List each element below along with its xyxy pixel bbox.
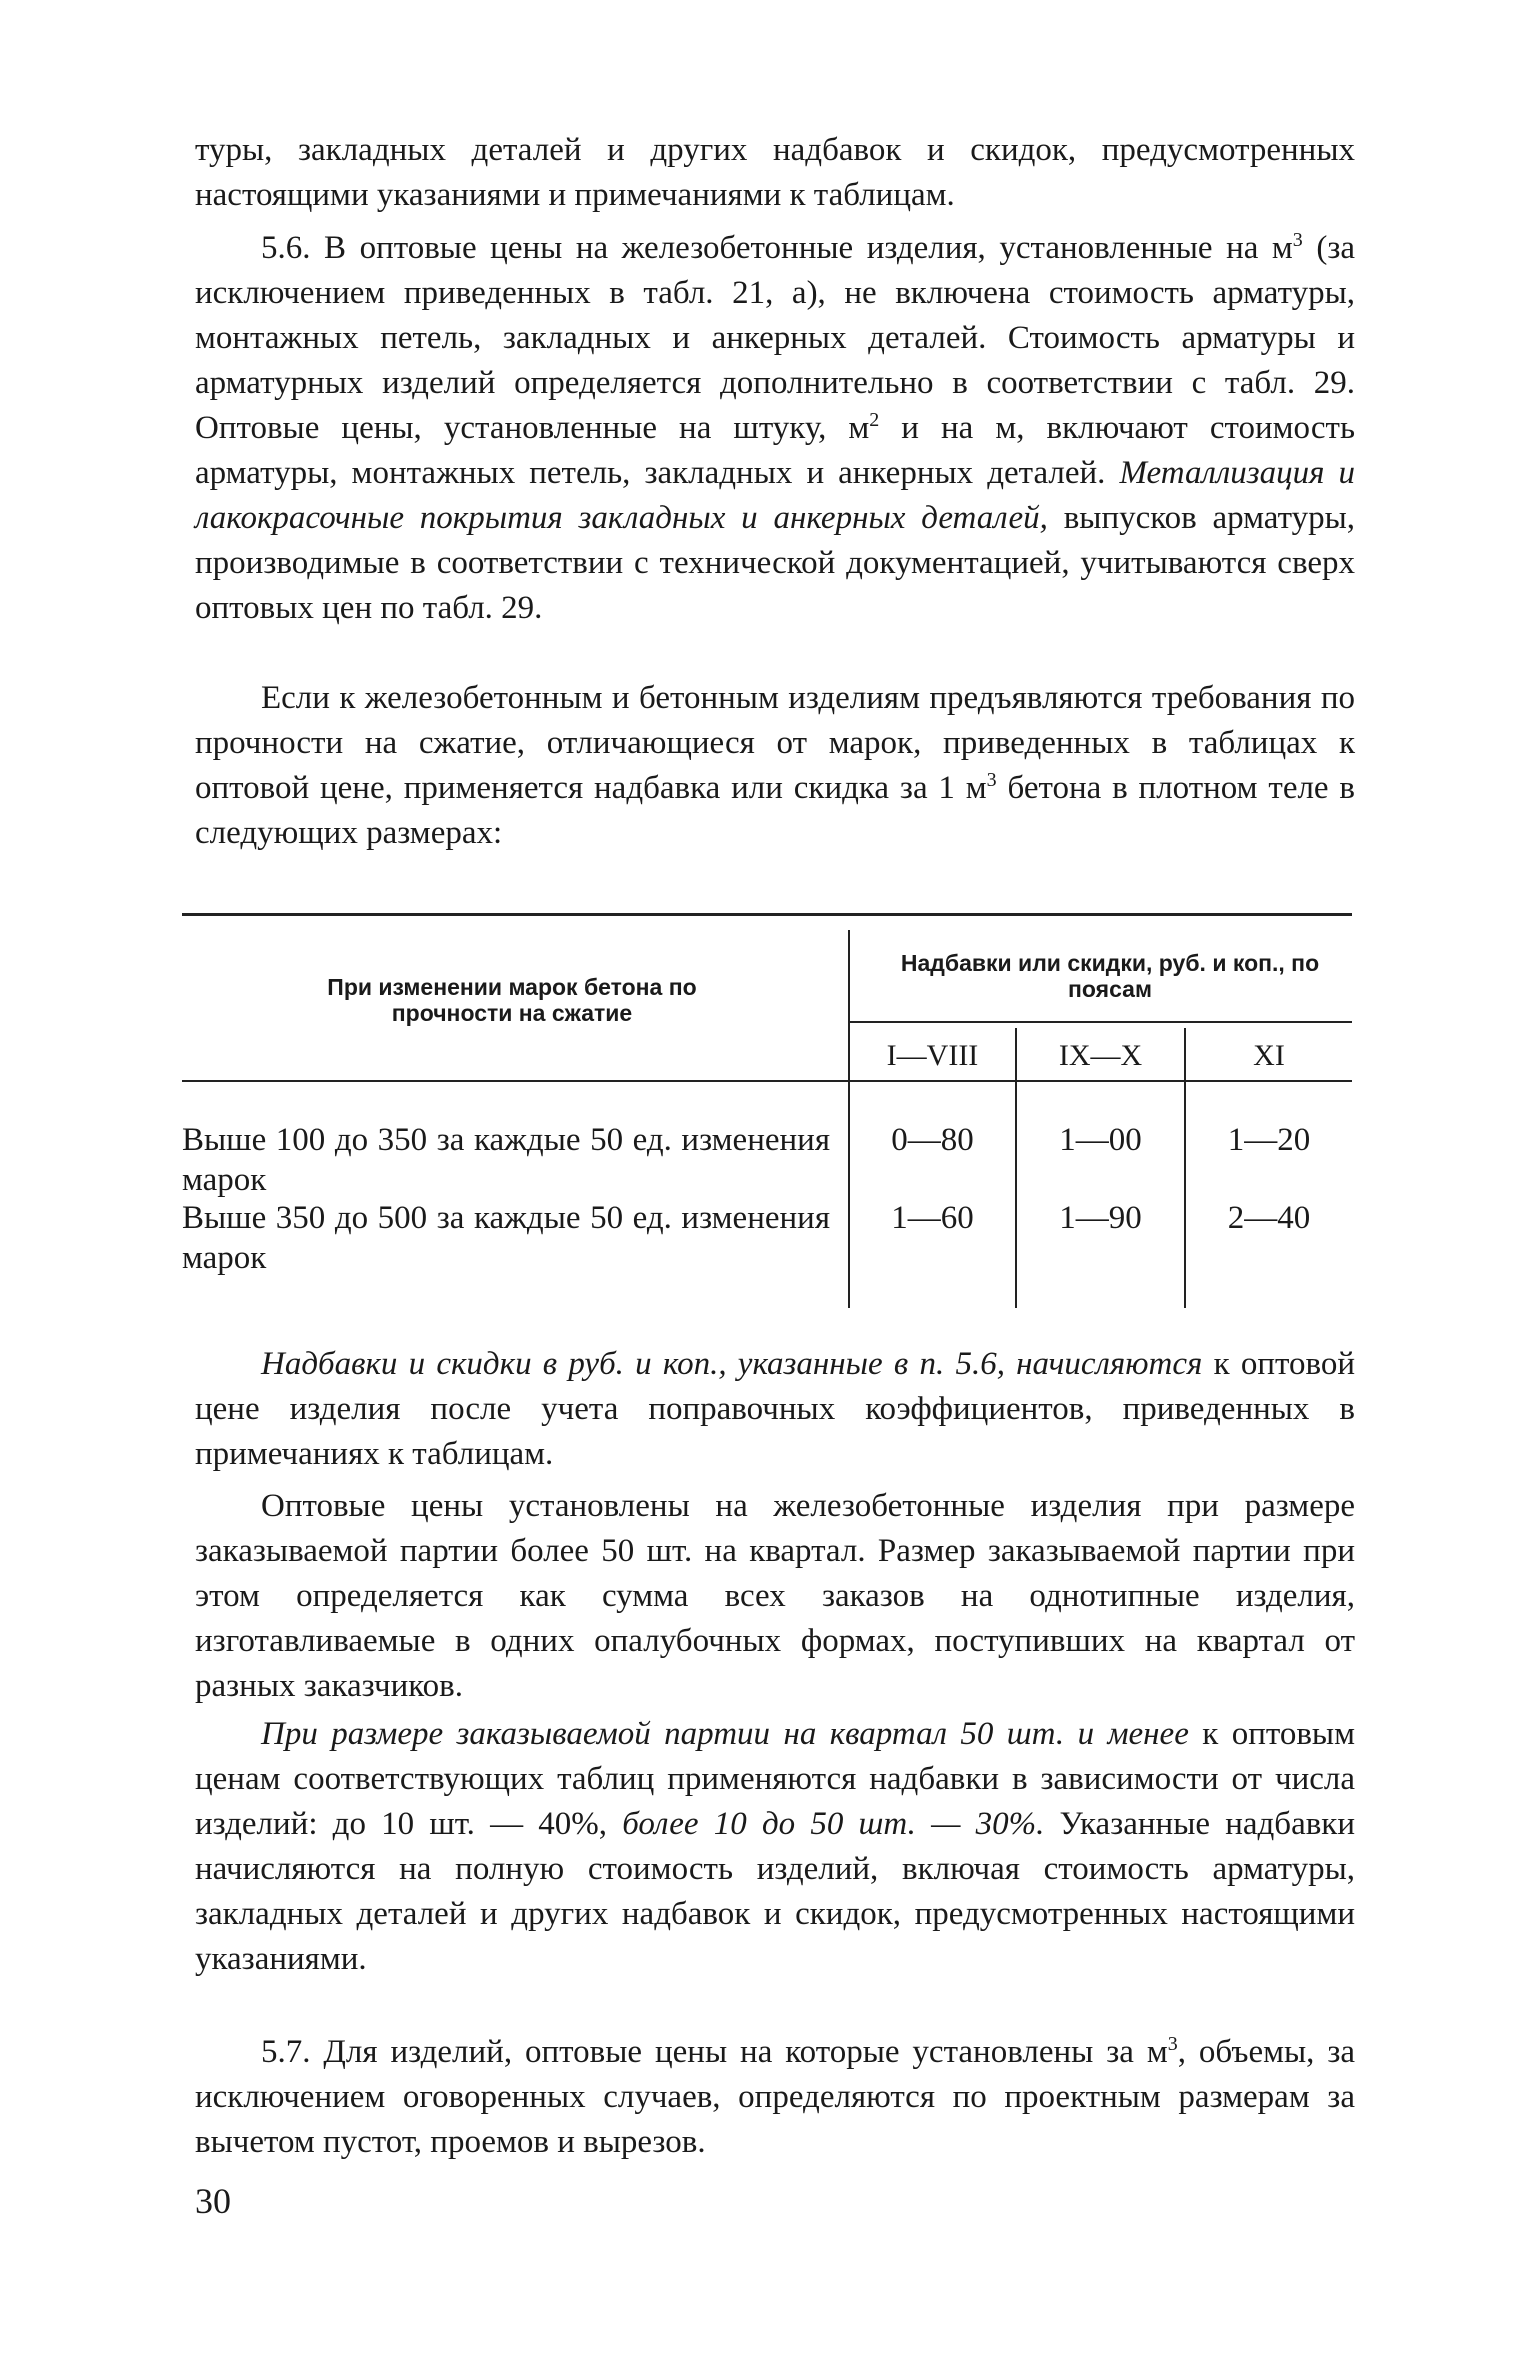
p3-sup: 3: [986, 769, 997, 791]
table-top-rule: [182, 913, 1352, 916]
p56-sup-2: 2: [869, 409, 880, 431]
p5-text: Оптовые цены установлены на железобетонные изделия при размере заказываемой партии более 50 шт. на квартал. Размер заказываемой партии при этом определяется как сумма всех заказов на однотипные изделия, изготавливаемые в одних опалубочных формах, поступивших на квартал от разных заказчиков.: [195, 1488, 1355, 1704]
paragraph-5-6: [195, 226, 1355, 631]
p56-text-c: и на м, включают стоимость арматуры, монтажных петель, закладных и анкерных деталей.: [195, 410, 1356, 491]
paragraph-small-batch: [195, 1712, 1355, 1982]
paragraph-batch-size: [195, 1484, 1355, 1709]
paragraph-5-7: [195, 2030, 1355, 2165]
p56-text-e: выпусков арматуры, производимые в соответствии с технической документацией, учитываются сверх оптовых цен по табл. 29.: [195, 500, 1356, 626]
page-number: 30: [195, 2181, 231, 2221]
p57-text-b: , объемы, за исключением оговоренных случаев, определяются по проектным размерам за вычетом пустот, проемов и вырезов.: [195, 2034, 1356, 2160]
p6-text-b: к оптовым ценам соответствующих таблиц применяются надбавки в зависимости от числа изделий: до 10 шт. — 40%,: [195, 1716, 1355, 1842]
p57-text-a: 5.7. Для изделий, оптовые цены на которые установлены за м: [261, 2034, 1168, 2070]
table-header-bottom-rule: [182, 1080, 1352, 1082]
table-subheader-rule: [848, 1021, 1352, 1023]
p56-text-a: 5.6. В оптовые цены на железобетонные изделия, установленные на м: [261, 230, 1293, 266]
table-row-2-value-3: 2—40: [1227, 1200, 1311, 1236]
p3-text-b: бетона в плотном теле в следующих размерах:: [195, 770, 1355, 851]
table-divider-1: [848, 930, 850, 1308]
paragraph-continuation-text: туры, закладных деталей и других надбавок и скидок, предусмотренных настоящими указаниями и примечаниями к таблицам.: [195, 132, 1355, 213]
table-row-2-value-2: 1—90: [1059, 1200, 1142, 1236]
p3-text-a: Если к железобетонным и бетонным изделиям предъявляются требования по прочности на сжатие, отличающиеся от марок, приведенных в таблицах к оптовой цене, применяется надбавка или скидка за 1 м: [195, 680, 1355, 806]
p56-text-italic: Металлизация и лакокрасочные покрытия закладных и анкерных деталей,: [195, 455, 1355, 536]
table-row-1-value-2: 1—00: [1059, 1122, 1142, 1158]
table-row-1-label: Выше 100 до 350 за каждые 50 ед. изменения марок: [182, 1122, 830, 1198]
p6-text-d: Указанные надбавки начисляются на полную стоимость изделий, включая стоимость арматуры, закладных деталей и других надбавок и скидок, предусмотренных настоящими указаниями.: [195, 1806, 1356, 1977]
p56-sup-1: 3: [1292, 229, 1303, 251]
paragraph-concrete-strength: [195, 676, 1355, 856]
p4-text-b: к оптовой цене изделия после учета поправочных коэффициентов, приведенных в примечаниях к таблицам.: [195, 1346, 1355, 1472]
column-header-3: XI: [1253, 1039, 1285, 1072]
table-row-2-value-1: 1—60: [891, 1200, 974, 1236]
paragraph-continuation: [195, 128, 1355, 218]
surcharge-table: [182, 908, 1352, 1308]
p56-text-b: (за исключением приведенных в табл. 21, а), не включена стоимость арматуры, монтажных петель, закладных и анкерных деталей. Стоимость арматуры и арматурных изделий определяется дополнительно в соответствии с табл. 29. Оптовые цены, установленные на штуку, м: [195, 230, 1356, 446]
table-row-1-value-1: 0—80: [891, 1122, 974, 1158]
p57-sup: 3: [1167, 2033, 1178, 2055]
paragraph-surcharges-note: [195, 1342, 1355, 1477]
table-header-left: При изменении марок бетона по прочности на сжатие: [327, 974, 697, 1026]
column-header-1: I—VIII: [886, 1039, 979, 1072]
table-row-1-value-3: 1—20: [1227, 1122, 1311, 1158]
table-header-right: Надбавки или скидки, руб. и коп., по поясам: [900, 950, 1320, 1002]
p4-text-italic: Надбавки и скидки в руб. и коп., указанные в п. 5.6, начисляются: [261, 1346, 1203, 1382]
table-row-2-label: Выше 350 до 500 за каждые 50 ед. изменения марок: [182, 1200, 830, 1276]
column-header-2: IX—X: [1058, 1039, 1143, 1072]
p6-text-italic-c: более 10 до 50 шт. — 30%.: [622, 1806, 1045, 1842]
p6-text-italic-a: При размере заказываемой партии на квартал 50 шт. и менее: [261, 1716, 1189, 1752]
